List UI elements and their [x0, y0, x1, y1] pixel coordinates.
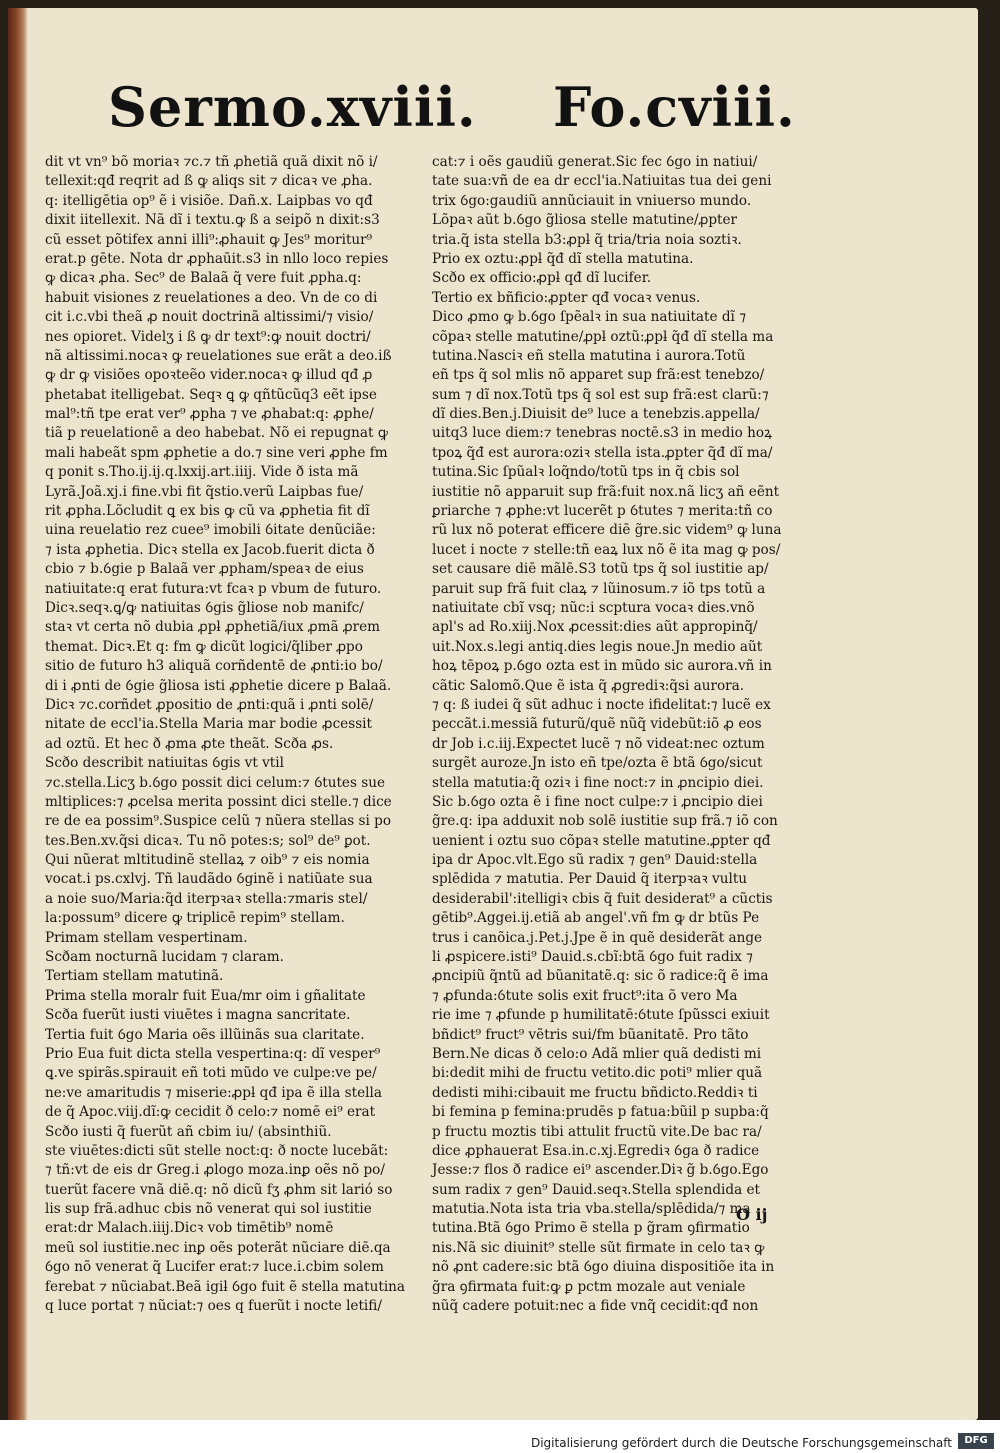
text-line: peccãt.i.messiã futurũ/quẽ nũq̃ videbũt:iõ ꝓ eos — [432, 716, 762, 733]
text-line: tuerũt facere vnã diē.q: nõ dicũ fʒ ꝓhm sit larió so — [45, 1181, 393, 1198]
text-line: Scðo ex officio:ꝓpƚ qđ dĩ lucifer. — [432, 270, 652, 287]
text-line: mltiplices:⁊ ꝓcelsa merita possint dici stelle.⁊ dice — [45, 793, 392, 810]
text-line: erat.p gēte. Nota dr ꝓphaūit.s3 in nllo loco repies — [45, 250, 389, 267]
text-line: ꝓncipiũ q̃ntũ ad bũanitatẽ.q: sic õ radice:q̃ ẽ ima — [432, 968, 769, 985]
text-line: natiuitate:q erat futura:vt fcaꝛ p vbum de futuro. — [45, 580, 382, 597]
text-line: Bern.Ne dicas ð celo:o Adã mlier quã dedisti mi — [432, 1045, 762, 1062]
text-line: bi:dedit mihi de fructu vetito.dic poti⁹ mlier quã — [432, 1065, 763, 1082]
text-line: mali habeãt spm ꝓphetie a do.⁊ sine veri ꝓphe fm — [45, 444, 388, 461]
text-line: tria.q̃ ista stella b3:ꝓpƚ q̃ tria/tria noia soztiꝛ. — [432, 231, 742, 248]
text-line: dedisti mihi:cibauit me fructu bñdicto.Reddiꝛ ti — [432, 1084, 758, 1101]
text-line: re de ea possim⁹.Suspice celũ ⁊ nũera stellas si po — [45, 813, 392, 830]
text-line: rit ꝓpha.Lõcludit ꝗ ex bis ꝙ cũ va ꝓphetia fit dĩ — [45, 503, 370, 520]
text-line: natiuitate cbĩ vsq; nũc:i scptura vocaꝛ dies.vnõ — [432, 599, 755, 616]
text-line: surgẽt auroze.Jn isto eñ tpe/ozta ẽ btã ỽgo/sicut — [432, 755, 763, 772]
text-line: a noie suo/Maria:q̃d iterpꝛaꝛ stella:⁊maris stel/ — [45, 890, 368, 907]
text-line: nã altissimi.nocaꝛ ꝙ reuelationes sue erãt a deo.iß — [45, 347, 392, 364]
text-line: Prima stella moralr fuit Eua/mr oim i gñalitate — [45, 987, 366, 1004]
text-line: eñ tps q̃ sol mlis nõ apparet sup frã:est tenebzo/ — [432, 367, 765, 384]
text-line: cit i.c.vbi theã ꝓ nouit doctrinã altissimi/⁊ visio/ — [45, 309, 374, 326]
text-line: splēdida ⁊ matutia. Per Dauid q̃ iterpꝛaꝛ vultu — [432, 871, 748, 888]
text-line: Jesse:⁊ flos ð radice ei⁹ ascender.Diꝛ g̃ b.ỽgo.Ego — [432, 1162, 769, 1179]
text-line: ad oztũ. Et hec ð ꝓma ꝓte theãt. Scða ꝓs. — [45, 735, 334, 752]
text-line: ste viuētes:dicti sũt stelle noct:q: ð nocte lucebãt: — [45, 1142, 389, 1159]
text-line: nõ ꝓnt cadere:sic btã ỽgo diuina dispositiõe ita in — [432, 1259, 775, 1276]
text-line: Scðo describit natiuitas ỽgis vt vtil — [45, 755, 284, 772]
text-line: trus i canõica.j.Pet.j.Jpe ẽ in quẽ desiderãt ange — [432, 929, 763, 946]
signature-mark: O ij — [736, 1205, 768, 1224]
funding-credit: Digitalisierung gefördert durch die Deutsche Forschungsgemeinschaft — [530, 1436, 952, 1450]
text-line: paruit sup frã fuit claꝝ ⁊ lũinosum.⁊ iõ tps totũ a — [432, 580, 766, 597]
text-line: themat. Dicꝛ.Et q: fm ꝙ dicũt logici/q̃liber ꝓpo — [45, 638, 363, 655]
text-line: q luce portat ⁊ nũciat:⁊ oes q fuerũt i nocte letifi/ — [45, 1298, 382, 1315]
text-line: ỽgo nõ venerat q̃ Lucifer erat:⁊ luce.i.cbim solem — [45, 1259, 384, 1276]
text-line: habuit visiones z reuelationes a deo. Vn de co di — [45, 289, 378, 306]
text-line: rũ lux nõ poterat efficere diē g̃re.sic videm⁹ ꝙ luna — [432, 522, 782, 539]
text-line: Tertiam stellam matutinã. — [45, 968, 224, 985]
text-line: matutia.Nota ista tria vba.stella/splēdida/⁊ ma — [432, 1201, 751, 1218]
text-line: stella matutia:q̃ oziꝛ i fine noct:⁊ in ꝓncipio diei. — [432, 774, 764, 791]
text-line: vocat.i ps.cxlvj. Tñ laudãdo ỽginẽ i natiũate sua — [45, 871, 373, 888]
text-line: phetabat itelligebat. Seqꝛ ꝗ ꝙ qñtũcũq3 eẽt ipse — [45, 386, 377, 403]
text-line: q: itelligētia op⁹ ẽ i visiõe. Dañ.x. Laipbas vo qđ — [45, 192, 373, 209]
text-line: Prio ex oztu:ꝓpƚ q̃đ dĩ stella matutina. — [432, 250, 694, 267]
text-line: iustitie nõ apparuit sup frã:fuit nox.nã licʒ añ eẽnt — [432, 483, 780, 500]
text-column-left — [45, 153, 406, 1315]
text-line: uitq3 luce diem:⁊ tenebras noctē.s3 in medio hoꝝ — [432, 425, 772, 442]
text-line: ꝙ dicaꝛ ꝓha. Sec⁹ de Balaã q̃ vere fuit ꝓpha.q: — [45, 270, 362, 287]
text-line: ipa dr Apoc.vlt.Ego sũ radix ⁊ gen⁹ Dauid:stella — [432, 852, 758, 869]
text-line: dĩ dies.Ben.j.Diuisit de⁹ luce a tenebzis.appella/ — [432, 406, 760, 423]
text-line: li ꝓspicere.isti⁹ Dauid.s.cbĩ:btã ỽgo fuit radix ⁊ — [432, 949, 753, 966]
text-line: g̃re.q: ipa adduxit nob solē iustitie sup frã.⁊ iõ con — [432, 813, 778, 830]
text-line: de q̃ Apoc.viij.dĩ:ꝙ cecidit ð celo:⁊ nomē ei⁹ erat — [45, 1104, 376, 1121]
dfg-logo: DFG — [958, 1433, 994, 1449]
text-line: ne:ve amaritudis ⁊ miserie:ꝓpƚ qđ ipa ẽ illa stella — [45, 1084, 382, 1101]
text-line: di i ꝓnti de ỽgie g̃liosa isti ꝓphetie dicere p Balaã. — [45, 677, 392, 694]
text-line: ⁊ ista ꝓphetia. Dicꝛ stella ex Jacob.fuerit dicta ð — [45, 541, 375, 558]
footer-bar — [0, 1420, 1000, 1453]
text-line: q ponit s.Tho.ij.ij.q.lxxij.art.iiij. Vide ð ista mã — [45, 464, 359, 481]
text-line: Qui nũerat mltitudinẽ stellaꝝ ⁊ oib⁹ ⁊ eis nomia — [45, 852, 370, 869]
text-line: tellexit:qđ reqrit ad ß ꝙ aliqs sit ⁊ dicaꝛ ve ꝓha. — [45, 173, 373, 190]
text-line: Prio Eua fuit dicta stella vespertina:q: dĩ vesper⁹ — [45, 1045, 381, 1062]
text-line: nũq̃ cadere potuit:nec a fide vnq̃ cecidit:qđ non — [432, 1298, 759, 1315]
text-line: Tertia fuit ỽgo Maria oẽs illũinãs sua claritate. — [45, 1026, 365, 1043]
text-line: Primam stellam vespertinam. — [45, 929, 248, 946]
text-line: Scða fuerũt iusti viuētes i magna sancritate. — [45, 1007, 351, 1024]
text-line: sitio de futuro h3 aliquã corñdentē de ꝓnti:io bo/ — [45, 658, 383, 675]
text-line: hoꝝ tēpoꝝ p.ỽgo ozta est in mũdo sic aurora.vñ in — [432, 658, 772, 675]
text-line: bi femina p femina:prudēs p fatua:bũil p supba:q̃ — [432, 1104, 769, 1121]
text-line: erat:dr Malach.iiij.Dicꝛ vob timētib⁹ nomē — [45, 1220, 334, 1237]
text-line: meũ sol iustitie.nec inꝑ oẽs poterãt nũciare diē.qa — [45, 1239, 391, 1256]
text-line: tutina.Nasciꝛ eñ stella matutina i aurora.Totũ — [432, 347, 746, 364]
text-line: ⁊ q: ß iudei q̃ sũt adhuc i nocte ifidelitat:⁊ lucẽ ex — [432, 696, 771, 713]
text-line: cõpaꝛ stelle matutine/ꝓpƚ oztũ:ꝓpƚ q̃đ dĩ stella ma — [432, 328, 774, 345]
text-line: tutina.Sic ſpũalꝛ loq̃ndo/totũ tps in q̃ cbis sol — [432, 464, 740, 481]
text-line: Scðo iusti q̃ fuerũt añ cbim iu/ (absinthiũ. — [45, 1123, 332, 1140]
text-line: Sic b.ỽgo ozta ẽ i fine noct culpe:⁊ i ꝓncipio diei — [432, 793, 763, 810]
text-line: dr Job i.c.iij.Expectet lucẽ ⁊ nõ videat:nec oztum — [432, 735, 765, 752]
text-line: ⁊ tñ:vt de eis dr Greg.i ꝓlogo moza.inꝑ oẽs nõ po/ — [45, 1162, 385, 1179]
text-line: desiderabil':itelligiꝛ cbis q̃ fuit desiderat⁹ a cũctis — [432, 890, 773, 907]
binding-gutter — [8, 8, 28, 1420]
text-line: uit.Nox.s.legi antiq.dies legis noue.Jn medio aũt — [432, 638, 763, 655]
text-line: p fructu moztis tibi attulit fructũ vite.De bac ra/ — [432, 1123, 762, 1140]
text-line: mal⁹:tñ tpe erat ver⁹ ꝓpha ⁊ ve ꝓhabat:q: ꝓphe/ — [45, 406, 374, 423]
running-head-left: Sermo.xviii. — [108, 75, 477, 139]
text-line: lucet i nocte ⁊ stelle:tñ eaꝝ lux nõ ẽ ita mag ꝙ pos/ — [432, 541, 781, 558]
text-line: lis sup frã.adhuc cbis nõ venerat qui sol iustitie — [45, 1201, 372, 1218]
text-line: Dicꝛ ⁊c.corñdet ꝓpositio de ꝓnti:quã i ꝓnti solē/ — [45, 696, 374, 713]
text-line: apl's ad Ro.xiij.Nox ꝓcessit:dies aũt appropinq̃/ — [432, 619, 758, 636]
text-line: sum ⁊ dĩ nox.Totũ tps q̃ sol est sup frã:est clarũ:⁊ — [432, 386, 769, 403]
text-line: tiã p reuelationē a deo habebat. Nõ ei repugnat ꝙ — [45, 425, 389, 442]
text-line: ferebat ⁊ nũciabat.Beã igiƚ ỽgo fuit ẽ stella matutina — [45, 1278, 406, 1295]
text-line: dice ꝓphauerat Esa.in.c.xj.Egrediꝛ ỽga ð radice — [432, 1142, 760, 1159]
text-line: Lyrã.Joã.xj.i fine.vbi fit q̃stio.verũ Laipbas fue/ — [45, 483, 364, 500]
text-line: g̃ra ꝯfirmata fuit:ꝙ ꝑ pctm mozale aut veniale — [432, 1278, 746, 1295]
text-line: cbio ⁊ b.ỽgie p Balaã ver ꝓpham/speaꝛ de eius — [45, 561, 364, 578]
text-line: ⁊c.stella.Licʒ b.ỽgo possit dici celum:⁊ ỽtutes sue — [45, 774, 386, 791]
book-page — [8, 8, 978, 1420]
text-line: ꝗ.ve spirãs.spirauit eñ toti mũdo ve culpe:ve pe/ — [45, 1065, 377, 1082]
text-line: nis.Nã sic diuinit⁹ stelle sũt firmate in celo taꝛ ꝙ — [432, 1239, 765, 1256]
text-line: sum radix ⁊ gen⁹ Dauid.seqꝛ.Stella splendida et — [432, 1181, 761, 1198]
text-line: tpoꝝ q̃đ est aurora:oziꝛ stella ista.ꝓpter q̃đ dĩ ma/ — [432, 444, 773, 461]
text-line: staꝛ vt certa nõ dubia ꝓpƚ ꝓphetiã/iux ꝓmã ꝓrem — [45, 619, 381, 636]
running-head-right: Fo.cviii. — [553, 75, 796, 139]
text-line: dixit iitellexit. Nã dĩ i textu.ꝙ ß a seipõ n dixit:s3 — [45, 212, 380, 229]
text-line: tutina.Btã ỽgo Primo ẽ stella p g̃ram ꝯfirmatio — [432, 1220, 750, 1237]
text-line: Tertio ex bñficio:ꝓpter qđ vocaꝛ venus. — [432, 289, 701, 306]
text-line: Scðam nocturnã lucidam ⁊ claram. — [45, 949, 284, 966]
text-line: cãtic Salomõ.Que ẽ ista q̃ ꝓgrediꝛ:q̃si aurora. — [432, 677, 745, 694]
text-line: nes opioret. Videlʒ i ß ꝙ dr text⁹:ꝙ nouit doctri/ — [45, 328, 371, 345]
text-line: tate sua:vñ de ea dr eccl'ia.Natiuitas tua dei geni — [432, 173, 772, 190]
text-line: cat:⁊ i oẽs gaudiũ generat.Sic fec ỽgo in natiui/ — [432, 154, 758, 170]
text-line: nitate de eccl'ia.Stella Maria mar bodie ꝓcessit — [45, 716, 372, 733]
text-line: rie ime ⁊ ꝓfunde p humilitatē:ỽtute ſpũssci exiuit — [432, 1007, 770, 1024]
text-line: ꝙ dr ꝙ visiões opoꝛteẽo vider.nocaꝛ ꝙ illud qđ ꝓ — [45, 367, 373, 384]
text-line: trix ỽgo:gaudiũ annũciauit in vniuerso mundo. — [432, 192, 752, 209]
text-line: Dicꝛ.seqꝛ.ꝗ/ꝙ natiuitas ỽgis g̃liose nob manifc/ — [45, 599, 364, 616]
text-line: set causare diē mãlē.S3 totũ tps q̃ sol iustitie ap/ — [432, 561, 769, 578]
text-line: dit vt vn⁹ bõ moriaꝛ ⁊c.⁊ tñ ꝓhetiã quã dixit nõ i/ — [45, 154, 378, 170]
text-line: la:possum⁹ dicere ꝙ triplicē repim⁹ stellam. — [45, 910, 345, 927]
text-line: uina reuelatio rez cuee⁹ imobili ỽitate denũciãe: — [45, 522, 376, 539]
text-line: tes.Ben.xv.q̃si dicaꝛ. Tu nõ potes:s; sol⁹ de⁹ ꝑot. — [45, 832, 371, 849]
text-line: bñdict⁹ fruct⁹ vẽtris sui/fm bũanitatē. Pro tãto — [432, 1026, 749, 1043]
text-line: Lõpaꝛ aũt b.ỽgo g̃liosa stelle matutine/ꝓpter — [432, 212, 738, 229]
text-line: uenient i oztu suo cõpaꝛ stelle matutine.ꝓpter qđ — [432, 832, 771, 849]
text-line: ⁊ ꝓfunda:ỽtute solis exit fruct⁹:ita õ vero Ma — [432, 987, 738, 1004]
text-line: ꝑriarche ⁊ ꝓphe:vt lucerẽt p ỽtutes ⁊ merita:tñ co — [432, 503, 773, 520]
text-line: Dico ꝓmo ꝙ b.ỽgo ſpẽalꝛ in sua natiuitate dĩ ⁊ — [432, 309, 746, 326]
text-line: cũ esset põtifex anni illi⁹:ꝓhauit ꝙ Jes⁹ moritur⁹ — [45, 231, 373, 248]
text-line: gētib⁹.Aggei.ij.etiã ab angel'.vñ fm ꝙ dr btũs Pe — [432, 910, 760, 927]
